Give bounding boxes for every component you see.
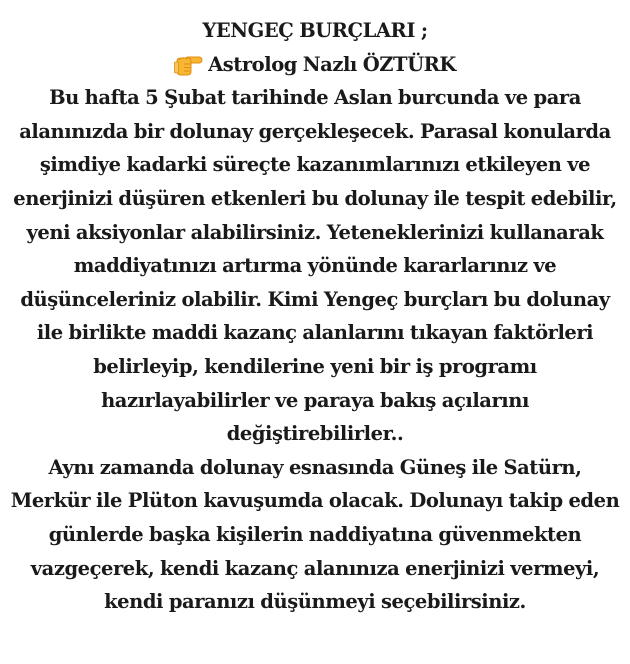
- body-line: hazırlayabilirler ve paraya bakış açılarını: [101, 388, 529, 412]
- body-line: enerjinizi düşüren etkenleri bu dolunay ile tespit edebilir,: [13, 186, 617, 210]
- body-line: düşünceleriniz olabilir. Kimi Yengeç burçları bu dolunay: [20, 287, 610, 311]
- body-line: vazgeçerek, kendi kazanç alanınıza enerjinizi vermeyi,: [30, 556, 600, 580]
- author-line: [0, 48, 630, 82]
- body-line: maddiyatınızı artırma yönünde kararlarınız ve: [73, 254, 557, 278]
- body-line: kendi paranızı düşünmeyi seçebilirsiniz.: [104, 590, 526, 614]
- body-line: Merkür ile Plüton kavuşumda olacak. Dolunayı takip eden: [10, 489, 620, 513]
- body-line: yeni aksiyonlar alabilirsiniz. Yeteneklerinizi kullanarak: [26, 220, 604, 244]
- body-line: Bu hafta 5 Şubat tarihinde Aslan burcunda ve para: [49, 86, 581, 110]
- body-line: Aynı zamanda dolunay esnasında Güneş ile Satürn,: [48, 455, 582, 479]
- body-line: şimdiye kadarki süreçte kazanımlarınızı etkileyen ve: [39, 153, 591, 177]
- author-name: Astrolog Nazlı ÖZTÜRK: [208, 52, 456, 76]
- body-line: belirleyip, kendilerine yeni bir iş programı: [93, 354, 537, 378]
- body-line: ile birlikte maddi kazanç alanlarını tıkayan faktörleri: [36, 321, 594, 345]
- post-title: YENGEÇ BURÇLARI ;: [202, 19, 428, 42]
- body-line: alanınızda bir dolunay gerçekleşecek. Parasal konularda: [19, 119, 611, 143]
- body-line: günlerde başka kişilerin naddiyatına güvenmekten: [48, 522, 582, 546]
- pointing-hand-icon: [174, 52, 204, 76]
- body-line: değiştirebilirler..: [226, 422, 404, 446]
